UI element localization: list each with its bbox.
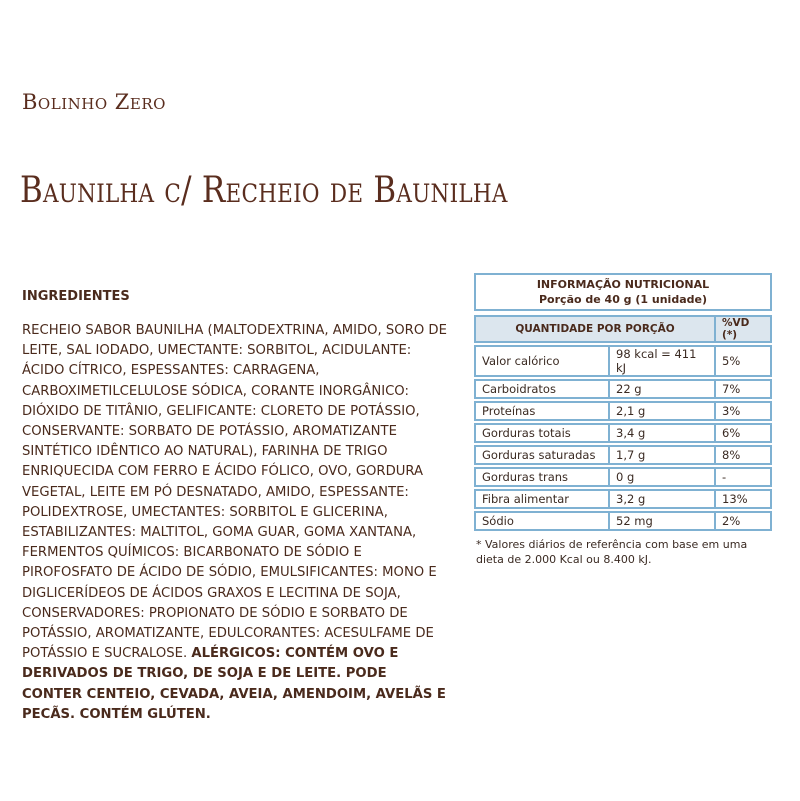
serving-size: Porção de 40 g (1 unidade)	[539, 293, 707, 306]
nutrition-row	[474, 423, 772, 443]
nutrient-vd: 7%	[716, 379, 772, 399]
nutrition-row	[474, 401, 772, 421]
nutrient-vd: 13%	[716, 489, 772, 509]
nutrient-amount: 0 g	[610, 467, 716, 487]
nutrient-name: Valor calórico	[474, 345, 610, 377]
allergens-warning: ALÉRGICOS: CONTÉM OVO E DERIVADOS DE TRIGO, DE SOJA E DE LEITE. PODE CONTER CENTEIO, CEVADA, AVEIA, AMENDOIM, AVELÃS E PECÃS. CONTÉM GLÚTEN.	[22, 646, 446, 722]
nutrient-amount: 22 g	[610, 379, 716, 399]
nutrient-name: Gorduras totais	[474, 423, 610, 443]
brand-name: Bolinho Zero	[22, 90, 166, 114]
product-title: Baunilha c/ Recheio de Baunilha	[20, 170, 508, 211]
nutrient-name: Carboidratos	[474, 379, 610, 399]
nutrition-table	[474, 313, 772, 533]
nutrition-facts-panel	[474, 273, 772, 567]
nutrition-footnote: * Valores diários de referência com base em uma dieta de 2.000 Kcal ou 8.400 kJ.	[476, 538, 748, 566]
nutrient-vd: -	[716, 467, 772, 487]
nutrient-amount: 1,7 g	[610, 445, 716, 465]
nutrition-row	[474, 489, 772, 509]
quantity-column-header: QUANTIDADE POR PORÇÃO	[474, 315, 716, 343]
nutrient-name: Sódio	[474, 511, 610, 531]
nutrient-amount: 98 kcal = 411 kJ	[610, 345, 716, 377]
nutrition-title: INFORMAÇÃO NUTRICIONAL	[536, 278, 710, 291]
nutrition-row	[474, 467, 772, 487]
ingredients-heading: INGREDIENTES	[22, 289, 130, 304]
nutrition-row	[474, 511, 772, 531]
nutrient-vd: 3%	[716, 401, 772, 421]
nutrient-name: Gorduras saturadas	[474, 445, 610, 465]
nutrient-vd: 8%	[716, 445, 772, 465]
nutrient-name: Fibra alimentar	[474, 489, 610, 509]
nutrition-header	[474, 273, 772, 311]
nutrient-amount: 3,2 g	[610, 489, 716, 509]
nutrient-amount: 52 mg	[610, 511, 716, 531]
nutrient-amount: 3,4 g	[610, 423, 716, 443]
nutrient-amount: 2,1 g	[610, 401, 716, 421]
ingredients-text	[22, 321, 447, 725]
vd-column-header: %VD (*)	[716, 315, 772, 343]
nutrient-vd: 2%	[716, 511, 772, 531]
nutrient-vd: 6%	[716, 423, 772, 443]
nutrition-table-header	[474, 315, 772, 343]
nutrient-name: Gorduras trans	[474, 467, 610, 487]
nutrition-row	[474, 445, 772, 465]
nutrient-name: Proteínas	[474, 401, 610, 421]
nutrient-vd: 5%	[716, 345, 772, 377]
ingredients-list: RECHEIO SABOR BAUNILHA (MALTODEXTRINA, AMIDO, SORO DE LEITE, SAL IODADO, UMECTANTE: SORBITOL, ACIDULANTE: ÁCIDO CÍTRICO, ESPESSANTES: CARRAGENA, CARBOXIMETILCELULOSE SÓDICA, CORANTE INORGÂNICO: DIÓXIDO DE TITÂNIO, GELIFICANTE: CLORETO DE POTÁSSIO, CONSERVANTE: SORBATO DE POTÁSSIO, AROMATIZANTE SINTÉTICO IDÊNTICO AO NATURAL), FARINHA DE TRIGO ENRIQUECIDA COM FERRO E ÁCIDO FÓLICO, OVO, GORDURA VEGETAL, LEITE EM PÓ DESNATADO, AMIDO, ESPESSANTE: POLIDEXTROSE, UMECTANTES: SORBITOL E GLICERINA, ESTABILIZANTES: MALTITOL, GOMA GUAR, GOMA XANTANA, FERMENTOS QUÍMICOS: BICARBONATO DE SÓDIO E PIROFOSFATO DE ÁCIDO DE SÓDIO, EMULSIFICANTES: MONO E DIGLICERÍDEOS DE ÁCIDOS GRAXOS E LECITINA DE SOJA, CONSERVADORES: PROPIONATO DE SÓDIO E SORBATO DE POTÁSSIO, AROMATIZANTE, EDULCORANTES: ACESULFAME DE POTÁSSIO E SUCRALOSE.	[22, 323, 447, 662]
nutrition-row	[474, 345, 772, 377]
nutrition-row	[474, 379, 772, 399]
